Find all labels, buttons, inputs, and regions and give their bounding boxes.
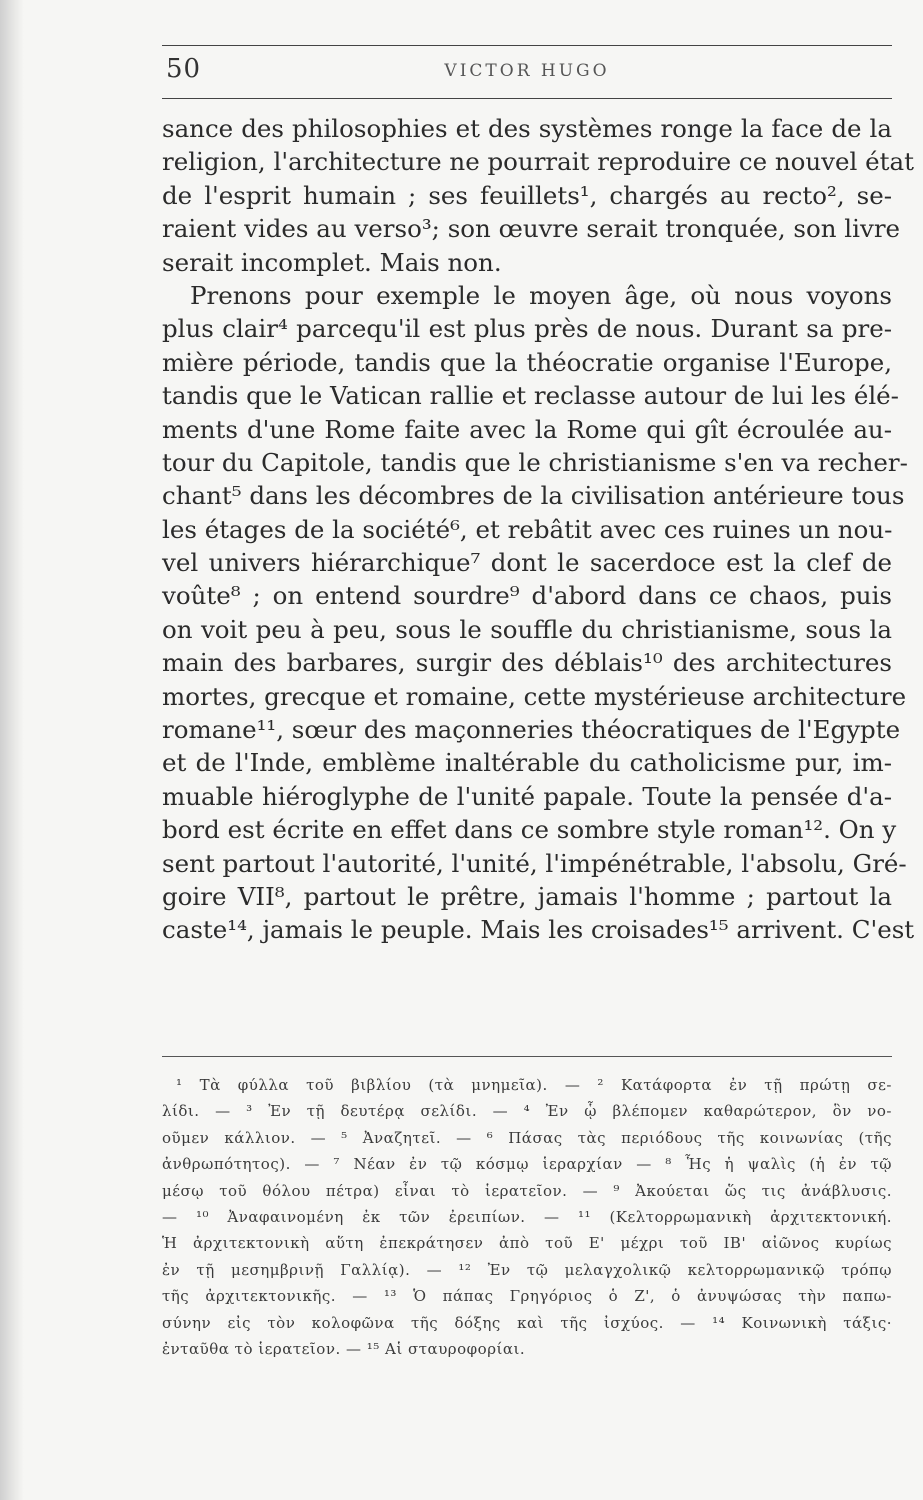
text-line: chant⁵ dans les décombres de la civilisation antérieure tous [162,481,905,511]
footnote-line: ἐνταῦθα τὸ ἱερατεῖον. — ¹⁵ Αἱ σταυροφορίαι. [162,1339,526,1358]
text-line: serait incomplet. Mais non. [162,247,502,277]
text-line: goire VII⁸, partout le prêtre, jamais l'homme ; partout la [162,881,892,911]
text-line: tour du Capitole, tandis que le christianisme s'en va recher- [162,447,908,477]
text-line: mière période, tandis que la théocratie organise l'Europe, [162,347,892,377]
footnote-line: ἀνθρωπότητος). — ⁷ Νέαν ἐν τῷ κόσμῳ ἱεραρχίαν — ⁸ Ἧς ἡ ψαλὶς (ἡ ἐν τῷ [162,1155,892,1174]
text-line: et de l'Inde, emblème inaltérable du catholicisme pur, im- [162,748,892,778]
text-line: on voit peu à peu, sous le souffle du christianisme, sous la [162,614,892,644]
text-line: muable hiéroglyphe de l'unité papale. Toute la pensée d'a- [162,781,892,811]
text-line: sent partout l'autorité, l'unité, l'impénétrable, l'absolu, Gré- [162,848,907,878]
page-edge-shadow [0,0,24,1500]
text-line: les étages de la société⁶, et rebâtit avec ces ruines un nou- [162,514,893,544]
text-line: voûte⁸ ; on entend sourdre⁹ d'abord dans ce chaos, puis [162,581,892,611]
footnote-line: σύνην εἰς τὸν κολοφῶνα τῆς δόξης καὶ τῆς ἰσχύος. — ¹⁴ Κοινωνικὴ τάξις· [162,1313,892,1332]
text-line: plus clair⁴ parcequ'il est plus près de nous. Durant sa pre- [162,314,892,344]
text-line: romane¹¹, sœur des maçonneries théocratiques de l'Egypte [162,715,901,745]
text-line: ments d'une Rome faite avec la Rome qui gît écroulée au- [162,414,892,444]
text-line: tandis que le Vatican rallie et reclasse autour de lui les élé- [162,381,899,411]
text-line: main des barbares, surgir des déblais¹⁰ des architectures [162,648,892,678]
text-line: raient vides au verso³; son œuvre serait tronquée, son livre [162,214,901,244]
footnote-line: ἐν τῇ μεσημβρινῇ Γαλλίᾳ). — ¹² Ἐν τῷ μελαγχολικῷ κελτορρωμανικῷ τρόπῳ [162,1260,892,1279]
footnote-line: — ¹⁰ Ἀναφαινομένη ἐκ τῶν ἐρειπίων. — ¹¹ (Κελτορρωμανικὴ ἀρχιτεκτονική. [162,1207,892,1226]
running-title: VICTOR HUGO [444,61,610,81]
text-line: Prenons pour exemple le moyen âge, où nous voyons [190,280,892,310]
footnote-line: τῆς ἀρχιτεκτονικῆς. — ¹³ Ὁ πάπας Γρηγόριος ὁ Ζ', ὁ ἀνυψώσας τὴν παπω- [162,1287,892,1306]
text-line: vel univers hiérarchique⁷ dont le sacerdoce est la clef de [162,548,892,578]
main-text [162,112,915,947]
footnote-line: λίδι. — ³ Ἐν τῇ δευτέρᾳ σελίδι. — ⁴ Ἐν ᾧ βλέπομεν καθαρώτερον, ὃν νο- [162,1102,892,1121]
footnote-line: μέσῳ τοῦ θόλου πέτρα) εἶναι τὸ ἱερατεῖον. — ⁹ Ἀκούεται ὥς τις ἀνάβλυσις. [162,1181,892,1200]
running-header [162,45,892,99]
footnote-line: οῦμεν κάλλιον. — ⁵ Ἀναζητεῖ. — ⁶ Πάσας τὰς περιόδους τῆς κοινωνίας (τῆς [162,1128,892,1147]
text-line: bord est écrite en effet dans ce sombre style roman¹². On y [162,815,897,845]
text-line: sance des philosophies et des systèmes ronge la face de la [162,114,892,143]
footnote-line: ¹ Τὰ φύλλα τοῦ βιβλίου (τὰ μνημεῖα). — ² Κατάφορτα ἐν τῇ πρώτῃ σε- [176,1076,892,1094]
footnote-divider [162,1056,892,1057]
text-line: de l'esprit humain ; ses feuillets¹, chargés au recto², se- [162,180,892,210]
text-line: caste¹⁴, jamais le peuple. Mais les croisades¹⁵ arrivent. C'est [162,915,915,945]
footnotes [162,1072,892,1362]
footnote-line: Ἡ ἀρχιτεκτονικὴ αὕτη ἐπεκράτησεν ἀπὸ τοῦ Ε' μέχρι τοῦ ΙΒ' αἰῶνος κυρίως [162,1234,892,1253]
text-line: mortes, grecque et romaine, cette mystérieuse architecture [162,681,907,711]
text-line: religion, l'architecture ne pourrait reproduire ce nouvel état [162,147,914,177]
page-number: 50 [166,54,202,84]
